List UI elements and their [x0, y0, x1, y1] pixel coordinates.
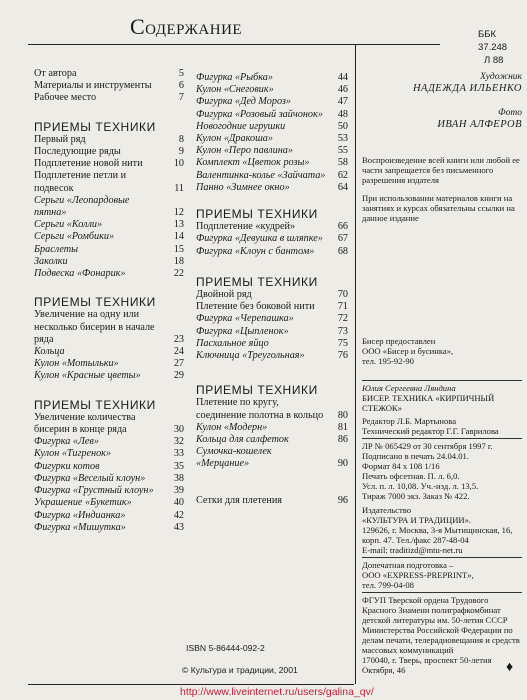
toc-entry-page: 66 [337, 221, 348, 233]
toc-entry-page: 40 [173, 497, 184, 509]
toc-entry-page: 50 [337, 120, 348, 132]
toc-entry-title: Подвеска «Фонарик» [34, 268, 126, 280]
toc-entry-page: 8 [178, 133, 184, 145]
toc-entry-title: Фигурка «Девушка в шляпке» [196, 233, 323, 245]
toc-entry-title: Фигурка «Дед Мороз» [196, 96, 291, 108]
toc-entry [34, 522, 184, 534]
artist-name: НАДЕЖДА ИЛЬЕНКО [412, 83, 522, 94]
toc-entry-page: 48 [337, 108, 348, 120]
toc-entry [196, 326, 348, 338]
toc-entry-title: Подплетение «кудрей» [196, 221, 296, 233]
toc-entry-page: 33 [173, 448, 184, 460]
toc-list [196, 221, 348, 258]
toc-entry-title: Двойной ряд [196, 289, 252, 301]
toc-entry [196, 301, 348, 313]
imprint-line: Технический редактор Г.Г. Гаврилова [362, 426, 499, 436]
toc-entry-title: Фигурка «Лев» [34, 436, 99, 448]
column-divider [355, 44, 356, 684]
imprint-rule [362, 438, 522, 439]
email-text: E-mail: traditizd@mtu-net.ru [362, 545, 463, 555]
toc-entry-page: 67 [337, 233, 348, 245]
toc-entry-title: Фигурка «Черепашка» [196, 313, 294, 325]
toc-entry-title: Панно «Зимнее окно» [196, 181, 290, 193]
credits-block [362, 72, 522, 130]
toc-entry [34, 358, 184, 370]
toc-entry-page: 71 [337, 301, 348, 313]
beads-line: ООО «Бисер и бусинка», [362, 346, 454, 356]
toc-entry-page: 75 [337, 337, 348, 349]
imprint-line: Редактор Л.Б. Мартынова [362, 416, 457, 426]
toc-entry-page: 18 [173, 255, 184, 267]
toc-entry-page: 86 [337, 434, 348, 446]
section-heading: ПРИЕМЫ ТЕХНИКИ [196, 383, 318, 398]
toc-entry-page: 64 [337, 181, 348, 193]
toc-entry-title: Подплетение новой нити [34, 158, 143, 170]
toc-entry-title: Кулон «Тигренок» [34, 448, 112, 460]
copyright: © Культура и традиции, 2001 [182, 665, 298, 675]
toc-entry-title: Фигурка «Веселый клоун» [34, 472, 146, 484]
toc-entry [196, 233, 348, 245]
toc-entry-page: 76 [337, 350, 348, 362]
rights-text-1: Воспроизведение всей книги или любой ее части запрещается без письменного разрешения издателя [362, 155, 520, 185]
imprint-line: тел. 799-04-08 [362, 580, 414, 590]
toc-entry-title: Сумочка-кошелек «Мерцание» [196, 446, 272, 470]
toc-entry [196, 133, 348, 145]
toc-entry-page: 10 [173, 158, 184, 170]
toc-list [34, 412, 184, 534]
imprint-block [362, 378, 522, 675]
toc-entry [34, 195, 184, 219]
toc-entry [196, 289, 348, 301]
toc-entry [34, 485, 184, 497]
toc-entry [34, 244, 184, 256]
author-name: Юлия Сергеевна Ляндина [362, 383, 456, 393]
toc-entry-page: 22 [173, 268, 184, 280]
toc-entry-page: 96 [337, 494, 348, 506]
toc-entry [34, 412, 184, 436]
toc-entry-title: От автора [34, 68, 77, 79]
toc-entry-title: Фигурки котов [34, 460, 100, 472]
imprint-line: Тираж 7000 экз. Заказ № 422. [362, 491, 470, 501]
toc-entry-page: 47 [337, 96, 348, 108]
printer-logo-icon: ♦ [506, 660, 514, 675]
toc-entry [196, 109, 348, 121]
toc-entry [196, 157, 348, 169]
toc-entry-title: Первый ряд [34, 133, 86, 145]
toc-entry [34, 346, 184, 358]
imprint-rule [362, 592, 522, 593]
toc-entry-page: 81 [337, 421, 348, 433]
toc-entry-page: 13 [173, 219, 184, 231]
toc-entry-title: Фигурка «Розовый зайчонок» [196, 108, 323, 120]
toc-entry [34, 146, 184, 158]
photo-role: Фото [497, 108, 522, 118]
toc-entry-title: Фигурка «Клоун с бантом» [196, 245, 315, 257]
toc-entry-title: Заколки [34, 255, 68, 267]
toc-entry [196, 350, 348, 362]
toc-list [34, 309, 184, 382]
imprint-line: Печать офсетная. П. л. 6,0. [362, 471, 460, 481]
toc-entry-title: Фигурка «Мишутка» [34, 521, 126, 533]
toc-entry [34, 158, 184, 170]
toc-entry-title: Новогодние игрушки [196, 120, 286, 132]
toc-entry-title: Сетки для плетения [196, 494, 282, 506]
section-heading: ПРИЕМЫ ТЕХНИКИ [34, 295, 156, 310]
toc-entry-page: 27 [173, 358, 184, 370]
imprint-line: ЛР № 065429 от 30 сентября 1997 г. [362, 441, 493, 451]
toc-entry-title: Рабочее место [34, 92, 97, 104]
artist-role: Художник [480, 72, 522, 82]
toc-entry [34, 510, 184, 522]
imprint-rule [362, 380, 522, 381]
toc-entry-page: 35 [173, 460, 184, 472]
top-rule [28, 44, 440, 45]
toc-entry-page: 46 [337, 84, 348, 96]
toc-entry-page: 73 [337, 325, 348, 337]
toc-entry-title: Последующие ряды [34, 146, 121, 158]
toc-entry-page: 80 [337, 409, 348, 421]
toc-entry [34, 80, 184, 92]
toc-entry [196, 338, 348, 350]
toc-entry-title: Подплетение петли и подвесок [34, 170, 127, 194]
section-heading: ПРИЕМЫ ТЕХНИКИ [196, 274, 318, 289]
toc-entry-title: Кулон «Мотыльки» [34, 358, 119, 370]
toc-entry-page: 11 [174, 182, 184, 194]
toc-entry [196, 246, 348, 258]
toc-entry-page: 5 [178, 68, 184, 79]
toc-entry [196, 221, 348, 233]
toc-entry [196, 397, 348, 421]
toc-entry [34, 309, 184, 346]
imprint-line: ООО «EXPRESS-PREPRINT», [362, 570, 474, 580]
toc-column-left [34, 68, 184, 534]
toc-entry-title: Браслеты [34, 243, 79, 255]
toc-entry-page: 23 [173, 333, 184, 345]
isbn: ISBN 5-86444-092-2 [186, 643, 265, 653]
toc-list-top [196, 72, 348, 194]
toc-entry-title: Серьги «Колли» [34, 219, 103, 231]
toc-entry-title: Кулон «Перо павлина» [196, 145, 293, 157]
toc-entry-title: Серьги «Леопардовые пятна» [34, 194, 130, 219]
toc-entry-page: 12 [173, 207, 184, 219]
toc-entry-title: Увеличение на одну или несколько бисерин в начале ряда [34, 309, 155, 345]
toc-entry-title: Фигурка «Индианка» [34, 509, 126, 521]
imprint-line: 129626, г. Москва, 3-я Мытищинская, 16, [362, 525, 513, 535]
rights-notice [362, 155, 522, 223]
toc-entry-title: Плетение по кругу, соединение полотна в кольцо [196, 397, 324, 421]
toc-entry-page: 62 [337, 169, 348, 181]
toc-entry-page: 72 [337, 313, 348, 325]
toc-column-right [196, 72, 348, 507]
toc-entry-title: Комплект «Цветок розы» [196, 157, 310, 169]
toc-entry-page: 30 [173, 424, 184, 436]
toc-entry-page: 68 [337, 245, 348, 257]
toc-entry-page: 38 [173, 472, 184, 484]
toc-entry [196, 422, 348, 434]
beads-line: Бисер предоставлен [362, 336, 436, 346]
toc-entry [196, 434, 348, 446]
toc-entry-page: 32 [173, 436, 184, 448]
toc-entry [196, 182, 348, 194]
toc-entry-page: 15 [173, 243, 184, 255]
toc-entry-title: Плетение без боковой нити [196, 301, 315, 313]
toc-entry-title: Пасхальное яйцо [196, 337, 269, 349]
toc-list [196, 289, 348, 362]
toc-entry-page: 58 [337, 157, 348, 169]
imprint-line: Формат 84 х 108 1/16 [362, 461, 440, 471]
toc-entry [196, 313, 348, 325]
toc-entry [34, 370, 184, 382]
rights-text-2: При использовании материалов книги на занятиях и курсах обязательны ссылки на данное издание [362, 193, 515, 223]
photo-name: ИВАН АЛФЕРОВ [437, 119, 522, 130]
toc-entry-page: 9 [178, 146, 184, 158]
toc-entry [34, 497, 184, 509]
beads-credit [362, 336, 522, 366]
toc-entry [196, 72, 348, 84]
toc-entry-page: 55 [337, 145, 348, 157]
toc-entry [196, 121, 348, 133]
imprint-rule [362, 557, 522, 558]
toc-list [196, 397, 348, 470]
toc-entry-title: Серьги «Ромбики» [34, 231, 115, 243]
toc-entry-page: 90 [337, 458, 348, 470]
printer-address: 170040, г. Тверь, проспект 50-летия Октября, 46 [362, 655, 492, 675]
toc-entry-title: Ключница «Треугольная» [196, 350, 305, 362]
section-heading: ПРИЕМЫ ТЕХНИКИ [196, 207, 318, 222]
book-title: БИСЕР. ТЕХНИКА «КИРПИЧНЫЙ СТЕЖОК» [362, 393, 495, 413]
toc-entry [196, 446, 348, 470]
bbk-index [478, 28, 527, 67]
toc-entry-title: Кулон «Модерн» [196, 421, 268, 433]
toc-entry-title: Кольца для салфеток [196, 434, 289, 446]
author-mark: Л 88 [484, 55, 504, 66]
toc-entry-page: 42 [173, 509, 184, 521]
toc-entry-title: Фигурка «Грустный клоун» [34, 485, 154, 497]
toc-entry [34, 231, 184, 243]
toc-entry [34, 473, 184, 485]
toc-entry [34, 219, 184, 231]
imprint-line: Издательство [362, 505, 412, 515]
toc-entry-page: 43 [173, 521, 184, 533]
toc-entry [34, 436, 184, 448]
bbk-code: ББК 37.248 [478, 29, 508, 53]
imprint-line: Усл. п. л. 10,08. Уч.-изд. л. 13,5. [362, 481, 479, 491]
toc-entry [196, 170, 348, 182]
toc-entry-title: Материалы и инструменты [34, 80, 152, 92]
publisher-name: «КУЛЬТУРА И ТРАДИЦИИ». [362, 515, 472, 525]
toc-entry-page: 44 [337, 72, 348, 83]
toc-entry-page: 29 [173, 370, 184, 382]
toc-entry-page: 39 [173, 485, 184, 497]
toc-entry-title: Фигурка «Рыбка» [196, 72, 273, 83]
toc-entry-page: 6 [178, 80, 184, 92]
toc-entry-title: Увеличение количества бисерин в конце ряда [34, 411, 136, 436]
toc-entry-title: Валентинка-колье «Зайчата» [196, 169, 326, 181]
beads-line: тел. 195-92-90 [362, 356, 414, 366]
toc-entry-title: Украшение «Букетик» [34, 497, 132, 509]
toc-entry [196, 145, 348, 157]
printer-text: ФГУП Тверской ордена Трудового Красного Знамени полиграфкомбинат детской литературы им. 50-летия СССР Министерства Российской Федерации по делам печати, телерадиовещания и средств массовых коммуникаций [362, 595, 520, 655]
toc-entry [34, 268, 184, 280]
section-heading: ПРИЕМЫ ТЕХНИКИ [34, 119, 156, 134]
bottom-rule [28, 684, 354, 685]
section-heading: ПРИЕМЫ ТЕХНИКИ [34, 397, 156, 412]
toc-entry [34, 134, 184, 146]
toc-entry-title: Кольца [34, 346, 65, 358]
imprint-line: Подписано в печать 24.04.01. [362, 451, 469, 461]
toc-entry-page: 24 [173, 346, 184, 358]
toc-list-intro [34, 68, 184, 105]
toc-entry [34, 170, 184, 194]
toc-entry-page: 70 [337, 289, 348, 301]
toc-entry-title: Фигурка «Цыпленок» [196, 325, 289, 337]
toc-entry [34, 448, 184, 460]
toc-entry-title: Кулон «Снеговик» [196, 84, 274, 96]
toc-entry [196, 96, 348, 108]
toc-entry [34, 256, 184, 268]
toc-entry-page: 14 [173, 231, 184, 243]
toc-entry [34, 68, 184, 80]
page-title: Содержание [130, 14, 243, 39]
imprint-line: Допечатная подготовка – [362, 560, 454, 570]
toc-entry-title: Кулон «Красные цветы» [34, 370, 141, 382]
toc-entry [34, 92, 184, 104]
imprint-line: корп. 47. Тел./факс 287-48-04 [362, 535, 469, 545]
toc-entry-page: 7 [178, 92, 184, 104]
toc-entry [34, 461, 184, 473]
toc-entry [196, 84, 348, 96]
toc-entry-grids [196, 495, 348, 507]
toc-entry-page: 53 [337, 133, 348, 145]
toc-list [34, 134, 184, 280]
toc-entry-title: Кулон «Дракоша» [196, 133, 273, 145]
source-url: http://www.liveinternet.ru/users/galina_qv/ [180, 686, 374, 698]
